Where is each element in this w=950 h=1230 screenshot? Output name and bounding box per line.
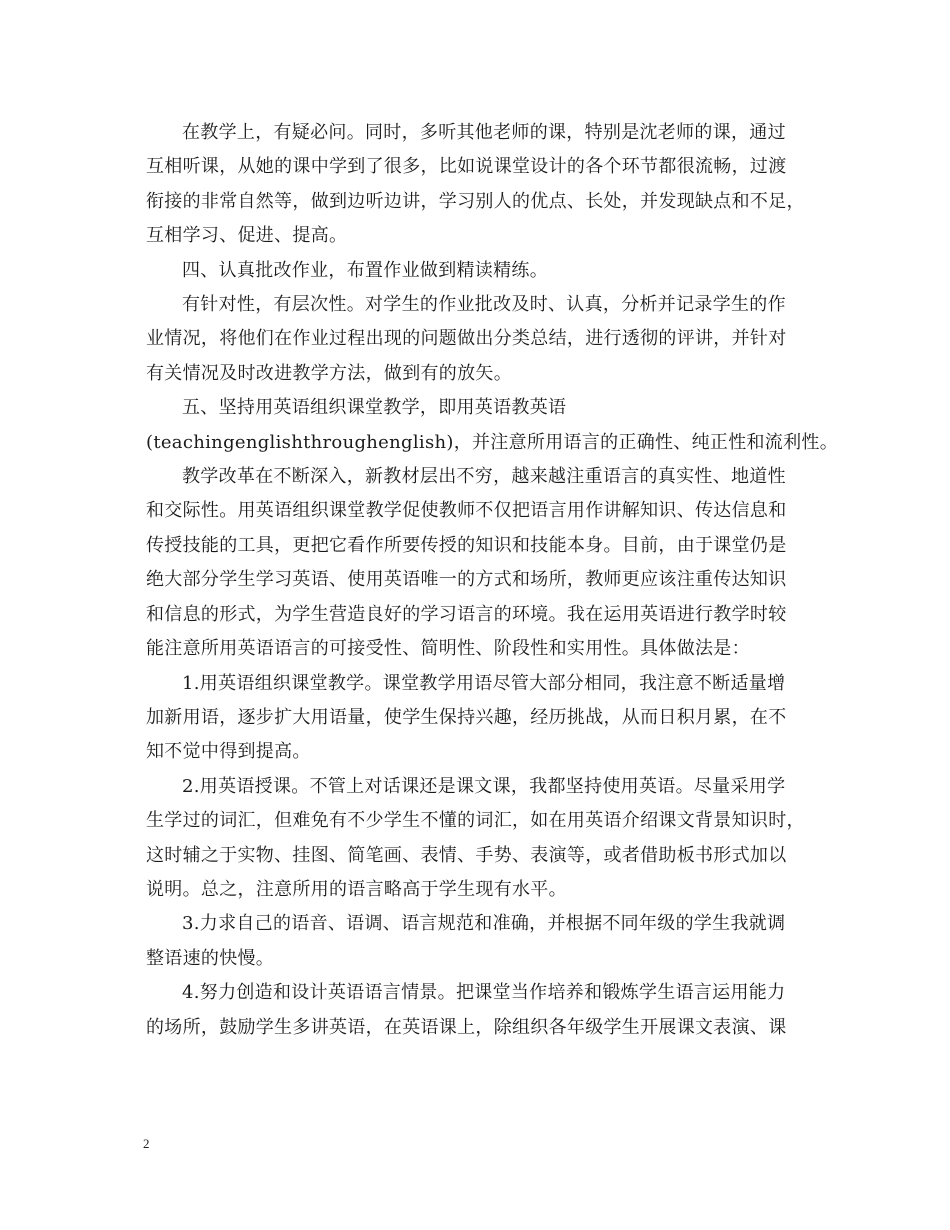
text-line: 能注意所用英语语言的可接受性、简明性、阶段性和实用性。具体做法是： (146, 638, 750, 660)
text-line: 知不觉中得到提高。 (146, 741, 311, 763)
text-line: 说明。总之，注意所用的语言略高于学生现有水平。 (146, 878, 567, 900)
text-line: 4.努力创造和设计英语语言情景。把课堂当作培养和锻炼学生语言运用能力 (182, 982, 786, 1004)
text-line: 加新用语，逐步扩大用语量，使学生保持兴趣，经历挑战，从而日积月累，在不 (146, 706, 787, 728)
text-line: 3.力求自己的语音、语调、语言规范和准确，并根据不同年级的学生我就调 (182, 913, 786, 935)
text-line: 的场所，鼓励学生多讲英语，在英语课上，除组织各年级学生开展课文表演、课 (146, 1016, 787, 1038)
text-line: 整语速的快慢。 (146, 947, 275, 969)
paragraph-3 (146, 288, 826, 391)
text-line: 四、认真批改作业，布置作业做到精读精练。 (182, 259, 548, 281)
text-line: 2.用英语授课。不管上对话课还是课文课，我都坚持使用英语。尽量采用学 (182, 775, 786, 797)
list-item-4 (146, 976, 826, 1045)
paragraph-1 (146, 116, 826, 254)
text-line: 业情况，将他们在作业过程出现的问题做出分类总结，进行透彻的评讲，并针对 (146, 328, 787, 350)
text-line: (teachingenglishthroughenglish)，并注意所用语言的正确性、纯正性和流利性。 (146, 431, 839, 453)
text-line: 互相学习、促进、提高。 (146, 225, 348, 247)
body-text (146, 116, 839, 1045)
list-item-3 (146, 907, 826, 976)
text-line: 生学过的词汇，但难免有不少学生不懂的词汇，如在用英语介绍课文背景知识时， (146, 810, 805, 832)
text-line: 教学改革在不断深入，新教材层出不穷，越来越注重语言的真实性、地道性 (182, 466, 786, 488)
text-line: 衔接的非常自然等，做到边听边讲，学习别人的优点、长处，并发现缺点和不足， (146, 190, 805, 212)
section-heading-4 (146, 254, 826, 288)
text-line: 绝大部分学生学习英语、使用英语唯一的方式和场所，教师更应该注重传达知识 (146, 569, 787, 591)
text-line: 这时辅之于实物、挂图、简笔画、表情、手势、表演等，或者借助板书形式加以 (146, 844, 787, 866)
text-line: 和信息的形式，为学生营造良好的学习语言的环境。我在运用英语进行教学时较 (146, 603, 787, 625)
text-line: 在教学上，有疑必问。同时，多听其他老师的课，特别是沈老师的课，通过 (182, 122, 786, 143)
list-item-1 (146, 667, 826, 770)
text-line: 有针对性，有层次性。对学生的作业批改及时、认真，分析并记录学生的作 (182, 294, 786, 316)
list-item-2 (146, 770, 826, 908)
text-line: 有关情况及时改进教学方法，做到有的放矢。 (146, 362, 512, 384)
text-line: 和交际性。用英语组织课堂教学促使教师不仅把语言用作讲解知识、传达信息和 (146, 500, 787, 522)
text-line: 传授技能的工具，更把它看作所要传授的知识和技能本身。目前，由于课堂仍是 (146, 534, 787, 556)
text-line: 五、坚持用英语组织课堂教学，即用英语教英语 (182, 397, 567, 419)
page-number: 2 (143, 1136, 150, 1151)
text-line: 1.用英语组织课堂教学。课堂教学用语尽管大部分相同，我注意不断适量增 (182, 672, 786, 694)
text-line: 互相听课，从她的课中学到了很多，比如说课堂设计的各个环节都很流畅，过渡 (146, 156, 787, 178)
paragraph-5 (146, 460, 826, 666)
section-heading-5 (146, 391, 839, 460)
